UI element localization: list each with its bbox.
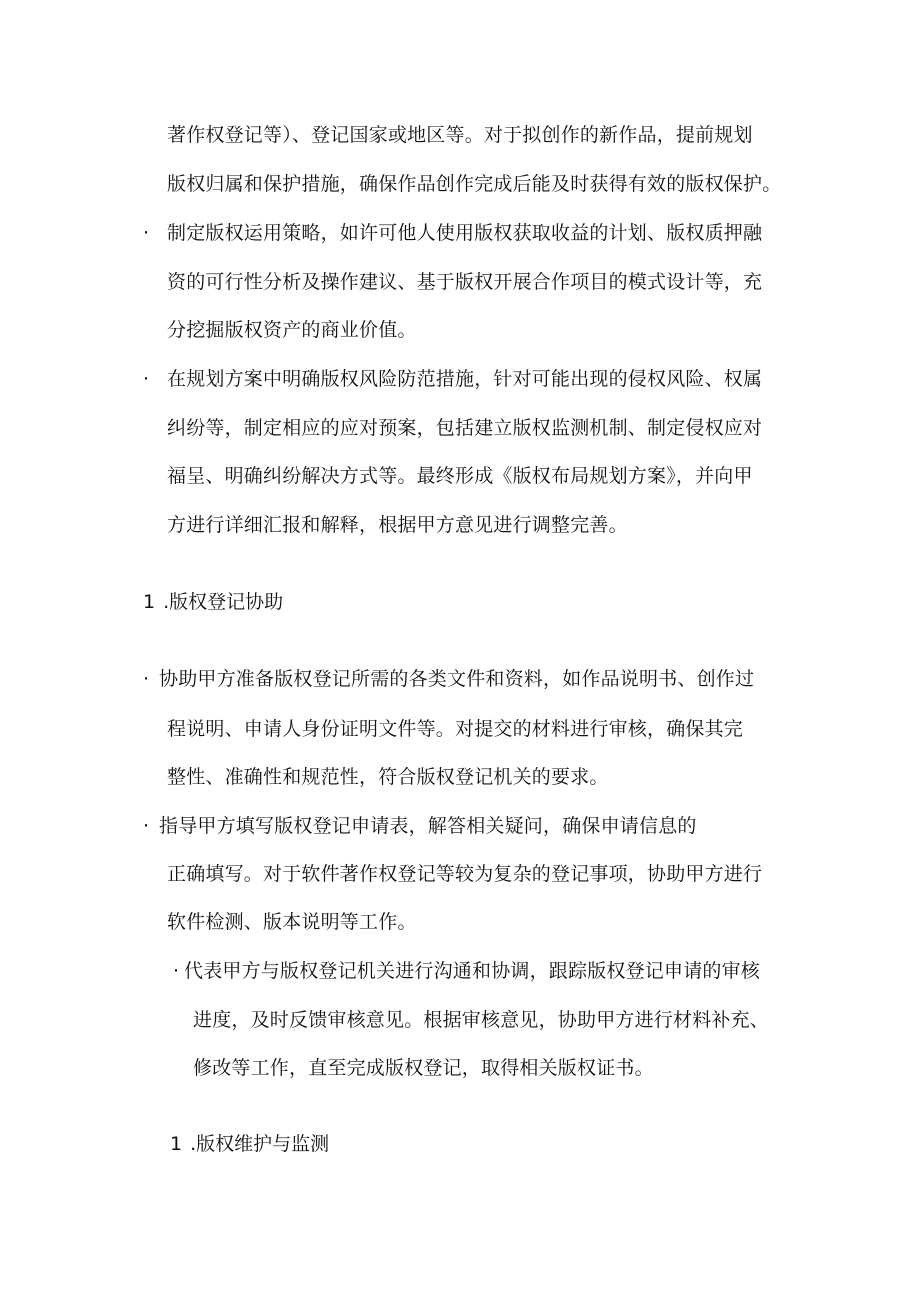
list-item-line: 代表甲方与版权登记机关进行沟通和协调，跟踪版权登记申请的审核 (184, 960, 761, 982)
list-item-line: 指导甲方填写版权登记申请表，解答相关疑问，确保申请信息的 (159, 815, 697, 837)
section-number: 1 (170, 1133, 183, 1155)
paragraph-line: 著作权登记等）、登记国家或地区等。对于拟创作的新作品，提前规划 (167, 124, 753, 146)
list-item-line: 方进行详细汇报和解释，根据甲方意见进行调整完善。 (167, 514, 628, 536)
list-item-line: 正确填写。对于软件著作权登记等较为复杂的登记事项，协助甲方进行 (167, 863, 763, 885)
section-title: .版权维护与监测 (190, 1133, 330, 1155)
bullet-marker: · (143, 668, 150, 690)
bullet-marker: · (143, 222, 150, 244)
list-item-line: 进度，及时反馈审核意见。根据审核意见，协助甲方进行材料补充、 (193, 1009, 770, 1031)
list-item-line: 制定版权运用策略，如许可他人使用版权获取收益的计划、版权质押融 (167, 222, 763, 244)
list-item-line: 协助甲方准备版权登记所需的各类文件和资料，如作品说明书、创作过 (159, 668, 755, 690)
bullet-marker: · (173, 960, 180, 982)
section-title: .版权登记协助 (163, 591, 284, 613)
list-item-line: 资的可行性分析及操作建议、基于版权开展合作项目的模式设计等，充 (167, 271, 763, 293)
list-item-line: 修改等工作，直至完成版权登记，取得相关版权证书。 (193, 1057, 654, 1079)
list-item-line: 软件检测、版本说明等工作。 (167, 911, 417, 933)
list-item-line: 整性、准确性和规范性，符合版权登记机关的要求。 (167, 766, 609, 788)
list-item-line: 纠纷等，制定相应的应对预案，包括建立版权监测机制、制定侵权应对 (167, 417, 763, 439)
section-heading (143, 590, 283, 614)
paragraph-line: 版权归属和保护措施，确保作品创作完成后能及时获得有效的版权保护。 (167, 173, 782, 195)
list-item-line: 福呈、明确纠纷解决方式等。最终形成《版权布局规划方案》，并向甲 (167, 465, 753, 487)
list-item-line: 程说明、申请人身份证明文件等。对提交的材料进行审核，确保其完 (167, 718, 744, 740)
section-number: 1 (143, 591, 156, 613)
bullet-marker: · (143, 815, 150, 837)
bullet-marker: · (143, 368, 150, 390)
list-item-line: 分挖掘版权资产的商业价值。 (167, 319, 417, 341)
section-heading (170, 1132, 329, 1156)
list-item-line: 在规划方案中明确版权风险防范措施，针对可能出现的侵权风险、权属 (167, 368, 763, 390)
